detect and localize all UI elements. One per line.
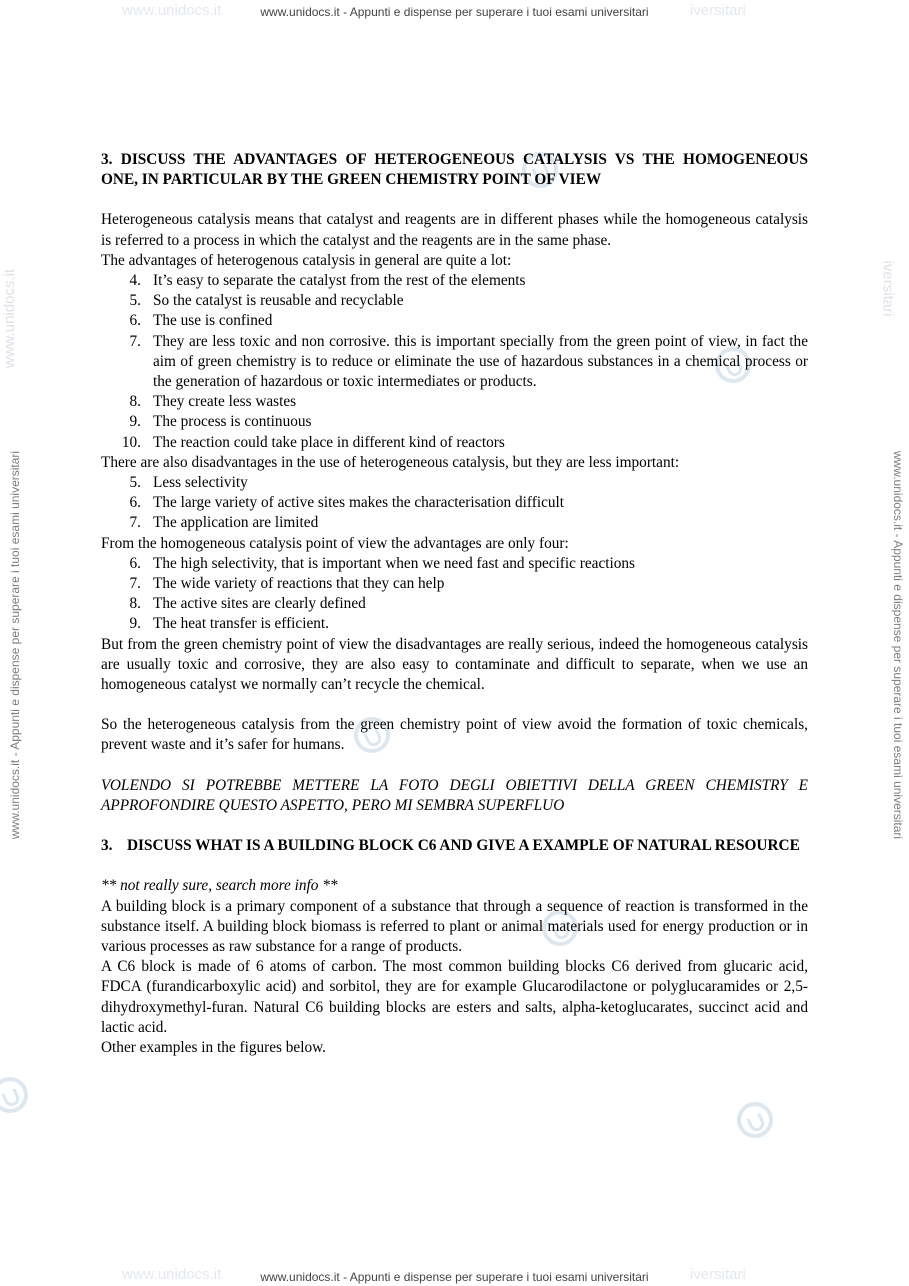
unsure-note: ** not really sure, search more info ** bbox=[101, 877, 338, 895]
watermark-side-left: www.unidocs.it - Appunti e dispense per superare i tuoi esami universitari bbox=[8, 450, 22, 840]
list-item: 6. The large variety of active sites makes the characterisation difficult bbox=[129, 494, 565, 512]
list-item: 7. They are less toxic and non corrosive. this is important specially from the green point of view, in fact the aim of green chemistry is to reduce or eliminate the use of hazardous substances in a chemical process or the generation of hazardous or toxic intermediates or products. bbox=[129, 332, 808, 391]
intro-paragraph: Heterogeneous catalysis means that catalyst and reagents are in different phases while the homogeneous catalysis is referred to a process in which the catalyst and the reagents are in the same phase. bbox=[101, 211, 808, 249]
question-3-heading: 3. DISCUSS THE ADVANTAGES OF HETEROGENEOUS CATALYSIS VS THE HOMOGENEOUS ONE, IN PARTICULAR BY THE GREEN CHEMISTRY POINT OF VIEW bbox=[101, 151, 808, 189]
italian-note: VOLENDO SI POTREBBE METTERE LA FOTO DEGLI OBIETTIVI DELLA GREEN CHEMISTRY E APPROFONDIRE QUESTO ASPETTO, PERO MI SEMBRA SUPERFLUO bbox=[101, 776, 808, 814]
watermark-banner-top: www.unidocs.it - Appunti e dispense per superare i tuoi esami universitari bbox=[260, 5, 649, 19]
list-item: 7. The application are limited bbox=[129, 514, 319, 532]
question-c6-heading: 3. DISCUSS WHAT IS A BUILDING BLOCK C6 AND GIVE A EXAMPLE OF NATURAL RESOURCE bbox=[101, 837, 800, 855]
homogeneous-advantages-list bbox=[101, 554, 808, 635]
watermark-side-left-faint: www.unidocs.it bbox=[1, 268, 19, 369]
homogeneous-intro: From the homogeneous catalysis point of view the advantages are only four: bbox=[101, 534, 569, 552]
but-paragraph: But from the green chemistry point of view the disadvantages are really serious, indeed the homogeneous catalysis are usually toxic and corrosive, they are also easy to contaminate and difficult to separate, when we use an homogeneous catalyst we normally can’t recycle the chemical. bbox=[101, 635, 808, 694]
list-item: 10. The reaction could take place in different kind of reactors bbox=[121, 433, 505, 451]
building-block-paragraph: A building block is a primary component of a substance that through a sequence of reaction is transformed in the substance itself. A building block biomass is referred to plant or animal materials used for energy production or in various processes as raw substance for a range of products. bbox=[101, 897, 808, 955]
advantages-intro: The advantages of heterogenous catalysis in general are quite a lot: bbox=[101, 251, 512, 269]
advantages-list bbox=[101, 271, 808, 453]
unidocs-logo-icon bbox=[735, 1100, 775, 1140]
watermark-faint-bottom-right: iversitari bbox=[690, 1266, 746, 1283]
spacer bbox=[101, 856, 808, 876]
disadvantages-intro: There are also disadvantages in the use of heterogeneous catalysis, but they are less important: bbox=[101, 453, 680, 471]
conclusion-paragraph: So the heterogeneous catalysis from the green chemistry point of view avoid the formation of toxic chemicals, prevent waste and it’s safer for humans. bbox=[101, 716, 808, 754]
list-item: 5. Less selectivity bbox=[129, 474, 248, 492]
watermark-faint-top: www.unidocs.it bbox=[122, 2, 222, 19]
list-item: 9. The heat transfer is efficient. bbox=[129, 615, 329, 633]
disadvantages-list bbox=[101, 473, 808, 534]
list-item: 6. The high selectivity, that is important when we need fast and specific reactions bbox=[129, 554, 635, 572]
document-body bbox=[101, 150, 808, 1058]
watermark-faint-bottom: www.unidocs.it bbox=[122, 1266, 222, 1283]
watermark-banner-bottom: www.unidocs.it - Appunti e dispense per superare i tuoi esami universitari bbox=[260, 1270, 649, 1284]
spacer bbox=[101, 695, 808, 715]
c6-block-paragraph: A C6 block is made of 6 atoms of carbon. The most common building blocks C6 derived from glucaric acid, FDCA (furandicarboxylic acid) and sorbitol, they are for example Glucarodilactone or polyglucaramides or 2,5-dihydroxymethyl-furan. Natural C6 building blocks are esters and salts, alpha-ketoglucarates, succinct acid and lactic acid. bbox=[101, 958, 808, 1036]
list-item: 9. The process is continuous bbox=[129, 413, 312, 431]
list-item: 4. It’s easy to separate the catalyst from the rest of the elements bbox=[129, 272, 526, 290]
watermark-side-right-faint: iversitari bbox=[879, 260, 897, 317]
spacer bbox=[101, 816, 808, 836]
list-item: 8. They create less wastes bbox=[129, 393, 297, 411]
watermark-faint-top-right: iversitari bbox=[690, 2, 746, 19]
watermark-side-right: www.unidocs.it - Appunti e dispense per superare i tuoi esami universitari bbox=[891, 450, 905, 840]
list-item: 5. So the catalyst is reusable and recyclable bbox=[129, 292, 404, 310]
list-item: 8. The active sites are clearly defined bbox=[129, 595, 366, 613]
list-item: 6. The use is confined bbox=[129, 312, 273, 330]
spacer bbox=[101, 756, 808, 776]
spacer bbox=[101, 190, 808, 210]
list-item: 7. The wide variety of reactions that they can help bbox=[129, 575, 445, 593]
other-examples: Other examples in the figures below. bbox=[101, 1038, 326, 1056]
unidocs-logo-icon bbox=[0, 1075, 30, 1115]
